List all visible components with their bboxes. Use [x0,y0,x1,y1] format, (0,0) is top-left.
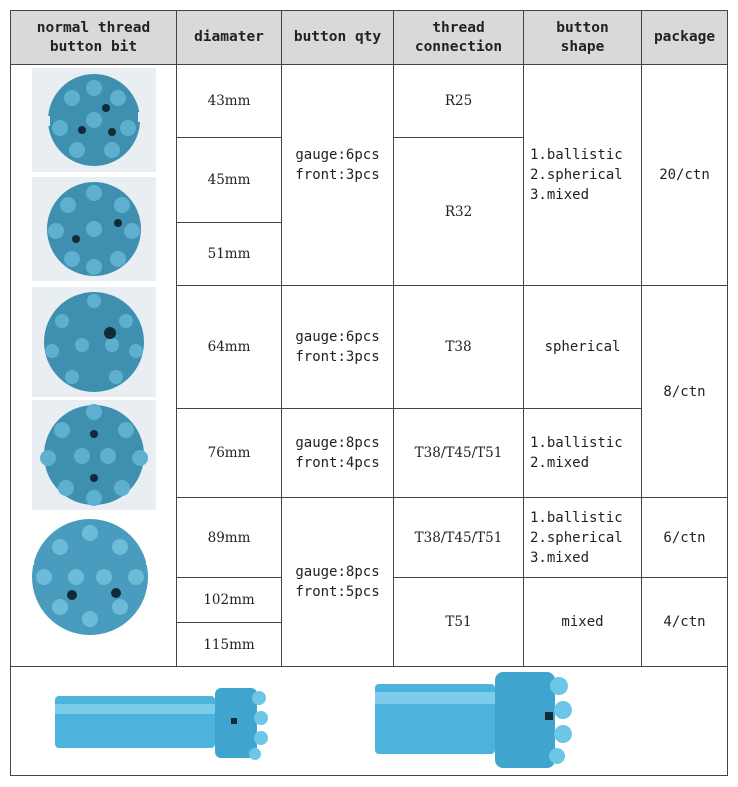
bit-side-photo-large [375,672,585,772]
diameter-cell: 45mm [207,172,251,188]
button-qty-cell: gauge:8pcs front:4pcs [295,435,380,471]
header-thread: thread connection [394,11,523,64]
diameter-cell: 76mm [207,445,251,461]
header-shape: button shape [524,11,641,64]
package-cell: 6/ctn [663,529,706,546]
diameter-cell: 51mm [207,246,251,262]
button-qty-cell: gauge:6pcs front:3pcs [295,329,380,365]
bit-side-photo-small [55,682,275,767]
bit-photo-1 [32,68,156,172]
header-diameter: diamater [177,11,281,64]
shape-cell: mixed [561,614,604,630]
thread-cell: T38 [445,339,472,355]
thread-cell: T38/T45/T51 [414,529,503,546]
thread-cell: R32 [444,203,473,220]
header-bit: normal thread button bit [11,11,176,64]
bit-photo-4 [32,400,156,510]
thread-cell: R25 [444,93,473,109]
diameter-cell: 89mm [207,529,251,546]
bit-photo-3 [32,287,156,397]
package-cell: 4/ctn [663,614,706,630]
diameter-cell: 102mm [203,592,255,608]
bit-photo-2 [32,177,156,281]
header-package: package [642,11,727,64]
thread-cell: T38/T45/T51 [414,445,503,461]
diameter-cell: 115mm [203,636,255,653]
shape-cell: 1.ballistic 2.mixed [530,435,623,471]
button-qty-cell: gauge:8pcs front:5pcs [295,564,380,600]
header-button-qty: button qty [282,11,393,64]
shape-cell: 1.ballistic 2.spherical 3.mixed [530,509,623,566]
diameter-cell: 64mm [207,339,251,355]
thread-cell: T51 [445,614,472,630]
button-qty-cell: gauge:6pcs front:3pcs [295,147,380,183]
diameter-cell: 43mm [207,93,251,109]
shape-cell: 1.ballistic 2.spherical 3.mixed [530,147,623,203]
package-cell: 20/ctn [659,167,710,183]
shape-cell: spherical [544,339,621,355]
bit-photo-5 [20,515,160,645]
package-cell: 8/ctn [663,383,706,400]
